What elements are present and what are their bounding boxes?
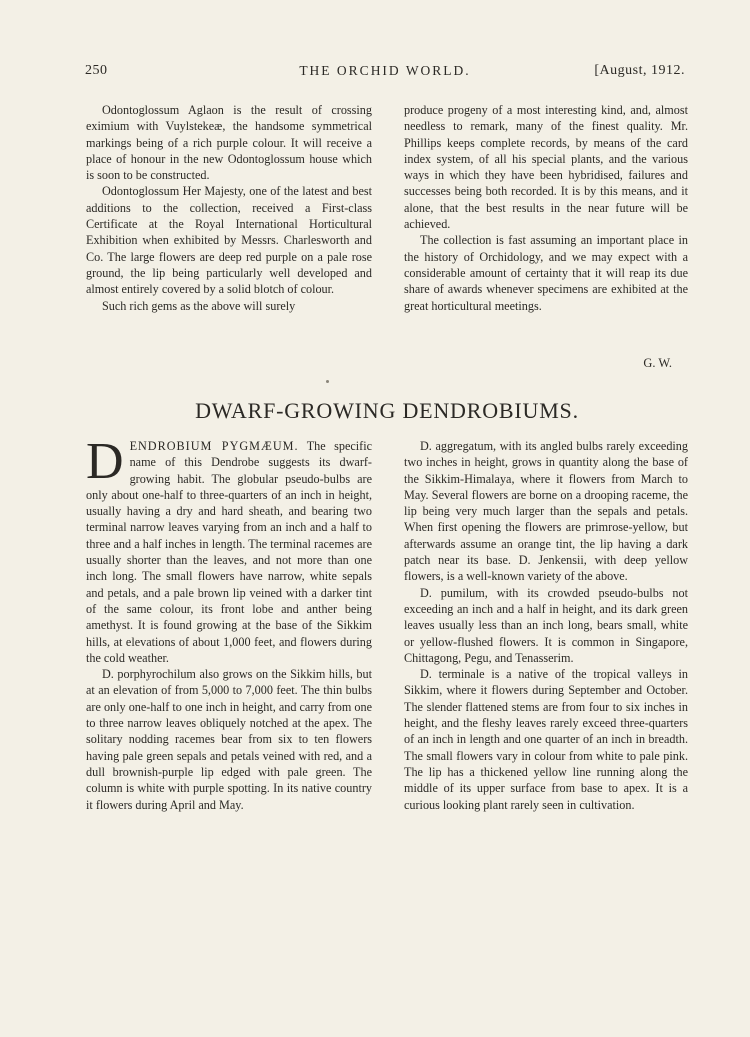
previous-article-left-column — [86, 102, 372, 314]
article-right-column — [404, 438, 688, 813]
paragraph: Odontoglossum Her Majesty, one of the latest and best additions to the collection, received a First-class Certificate at the Royal International Horticultural Exhibition when exhibited by Messrs. Charlesworth and Co. The large flowers are deep red purple on a pale rose ground, the lip being particularly well developed and almost entirely covered by a solid blotch of colour. — [86, 184, 372, 297]
article-left-column — [86, 433, 372, 813]
divider-dot — [326, 380, 329, 383]
previous-article-right-column — [404, 102, 688, 314]
paragraph: Such rich gems as the above will surely — [102, 298, 296, 313]
opening-paragraph — [86, 433, 372, 666]
opening-text: The specific name of this Dendrobe suggests its dwarf-growing habit. The globular pseudo-bulbs are only about one-half to three-quarters of an inch in height, usually having a dry and hard sheath, and bearing two terminal narrow leaves varying from an inch and a half to three and a half inches in length. The terminal racemes are usually shorter than the leaves, and not more than one inch long. The small flowers have narrow, white sepals and petals, and a pale brown lip veined with a darker tint of the same colour, its front lobe and anther being amethyst. It is found growing at the base of the Sikkim hills, at elevations of about 1,000 feet, and flowers during the cold weather. — [86, 439, 372, 665]
paragraph: Odontoglossum Aglaon is the result of crossing eximium with Vuylstekeæ, the handsome symmetrical markings being of a rich purple colour. It will receive a place of honour in the new Odontoglossum house which is soon to be constructed. — [86, 103, 372, 183]
author-signature: G. W. — [643, 356, 672, 370]
issue-date: [August, 1912. — [594, 63, 685, 78]
paragraph: D. aggregatum, with its angled bulbs rarely exceeding two inches in height, grows in quantity along the base of the Sikkim-Himalaya, where it flowers from March to May. Several flowers are borne on a drooping raceme, the lip being very much larger than the sepals and petals. When first opening the flowers are primrose-yellow, but afterwards assume an orange tint, the lip having a dark patch near its base. D. Jenkensii, with deep yellow flowers, is a well-known variety of the above. — [404, 439, 688, 584]
paragraph: D. terminale is a native of the tropical valleys in Sikkim, where it flowers during September and October. The slender flattened stems are from four to six inches in height, and the fleshy leaves rarely exceed three-quarters of an inch in length and one quarter of an inch in breadth. The small flowers vary in colour from white to pale pink. The lip has a thickened yellow line running along the middle of its upper surface from base to apex. It is a curious looking plant rarely seen in cultivation. — [404, 667, 688, 812]
journal-title: THE ORCHID WORLD. — [299, 63, 471, 78]
paragraph: D. porphyrochilum also grows on the Sikkim hills, but at an elevation of from 5,000 to 7,000 feet. The thin bulbs are only one-half to one inch in height, and carry from one to three narrow leaves obliquely notched at the apex. The solitary nodding racemes bear from six to ten flowers having pale green sepals and petals veined with red, and a dull brownish-purple lip edged with pale green. The column is white with purple spotting. In its native country it flowers during April and May. — [86, 667, 372, 812]
page-number: 250 — [85, 63, 108, 78]
species-heading: ENDROBIUM PYGMÆUM. — [129, 439, 299, 453]
running-head — [85, 63, 685, 83]
paragraph: The collection is fast assuming an important place in the history of Orchidology, and we may expect with a considerable amount of certainty that it will reap its due share of awards whenever specimens are exhibited at the great horticultural meetings. — [404, 233, 688, 313]
drop-cap: D — [86, 433, 124, 490]
paragraph: D. pumilum, with its crowded pseudo-bulbs not exceeding an inch and a half in height, and its dark green leaves usually less than an inch long, bears small, white or yellow-flushed flowers. It is common in Singapore, Chittagong, Pegu, and Tenasserim. — [404, 585, 688, 665]
paragraph: produce progeny of a most interesting kind, and, almost needless to remark, many of the finest quality. Mr. Phillips keeps complete records, by means of the card index system, of all his special plants, and the various ways in which they have been hybridised, failures and successes being both recorded. It is by this means, and it alone, that the best results in the near future will be achieved. — [404, 103, 688, 232]
article-title: DWARF-GROWING DENDROBIUMS. — [195, 398, 579, 423]
